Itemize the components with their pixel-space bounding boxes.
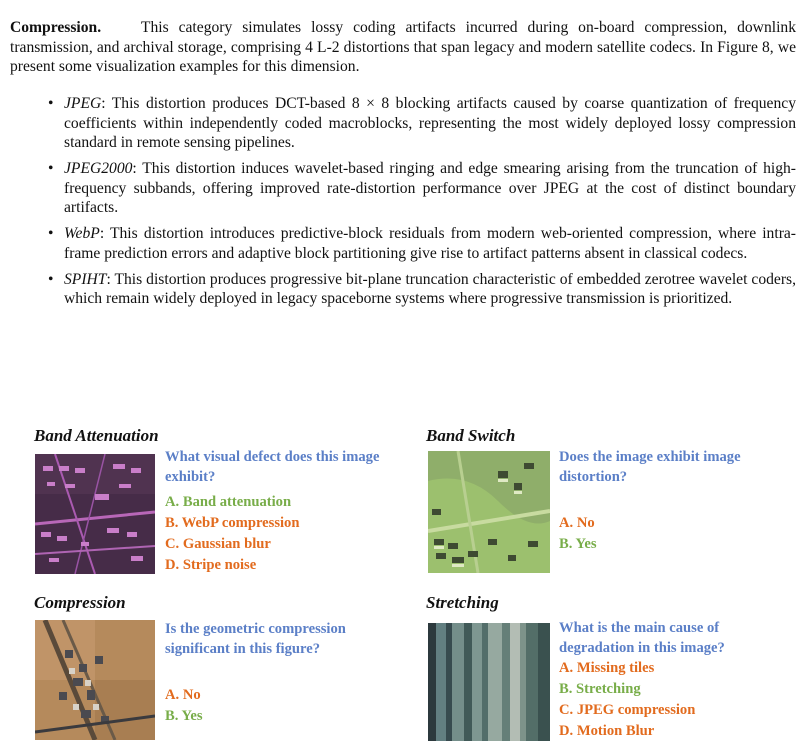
term-label: JPEG	[64, 95, 102, 112]
intro-heading: Compression.	[10, 19, 102, 36]
term-description: : This distortion introduces predictive-block residuals from modern web-oriented compression, where intra-frame prediction errors and adaptive block partitioning give rise to artifact patterns absent in classical codecs.	[64, 225, 796, 262]
list-item-spiht	[64, 270, 796, 309]
panel-title: Compression	[34, 593, 126, 612]
answer-option-b: B. Yes	[559, 536, 597, 552]
answer-option-a: A. No	[165, 687, 201, 703]
list-item-jpeg	[64, 94, 796, 153]
question-text: What is the main cause of degradation in this image?	[559, 620, 725, 656]
term-description: : This distortion produces progressive bit-plane truncation characteristic of embedded zerotree wavelet coders, which remain widely deployed in legacy spaceborne systems where progressive transmission is prioritized.	[64, 270, 796, 307]
question-text: Does the image exhibit image distortion?	[559, 449, 741, 485]
satellite-thumbnail-band-switch	[428, 451, 550, 573]
answer-option-d: D. Stripe noise	[165, 557, 257, 573]
term-label: JPEG2000	[64, 160, 133, 177]
distortion-list	[64, 94, 796, 315]
panel-title: Stretching	[426, 593, 499, 612]
answer-option-b: B. Yes	[165, 708, 203, 724]
answer-option-a: A. No	[559, 515, 595, 531]
question-text: Is the geometric compression significant in this figure?	[165, 621, 346, 657]
qa-block	[165, 447, 405, 576]
answer-option-b: B. WebP compression	[165, 515, 300, 531]
panel-stretching	[426, 593, 796, 743]
term-description: : This distortion induces wavelet-based ringing and edge smearing arising from the truncation of high-frequency subbands, offering improved rate-distortion performance over JPEG at the cost of distinct boundary artifacts.	[64, 160, 796, 216]
answer-option-a: A. Missing tiles	[559, 660, 655, 676]
intro-paragraph	[10, 18, 796, 77]
answer-option-b: B. Stretching	[559, 681, 641, 697]
intro-body: This category simulates lossy coding artifacts incurred during on-board compression, downlink transmission, and archival storage, comprising 4 L-2 distortions that span legacy and modern satellite codecs. In Figure 8, we present some visualization examples for this dimension.	[10, 19, 796, 75]
term-description: : This distortion produces DCT-based 8 × 8 blocking artifacts caused by coarse quantization of frequency coefficients within independently coded macroblocks, representing the most widely deployed lossy compression standard in remote sensing pipelines.	[64, 95, 796, 151]
term-label: SPIHT	[64, 270, 107, 288]
satellite-thumbnail-stretching	[428, 623, 550, 741]
panel-compression	[34, 593, 414, 743]
qa-block	[559, 618, 789, 742]
satellite-thumbnail-compression	[35, 620, 155, 740]
qa-block	[165, 619, 405, 727]
answer-option-c: C. Gaussian blur	[165, 536, 271, 552]
panel-band-switch	[426, 426, 796, 586]
panel-title: Band Switch	[426, 426, 516, 445]
list-item-jpeg2000	[64, 159, 796, 218]
satellite-thumbnail-band-attenuation	[35, 454, 155, 574]
question-text: What visual defect does this image exhibit?	[165, 449, 380, 485]
answer-option-c: C. JPEG compression	[559, 702, 696, 718]
panel-band-attenuation	[34, 426, 414, 586]
answer-option-d: D. Motion Blur	[559, 723, 655, 739]
list-item-webp	[64, 224, 796, 263]
term-label: WebP	[64, 225, 100, 242]
panel-title: Band Attenuation	[34, 426, 159, 445]
qa-block	[559, 447, 789, 555]
answer-option-a: A. Band attenuation	[165, 494, 292, 510]
